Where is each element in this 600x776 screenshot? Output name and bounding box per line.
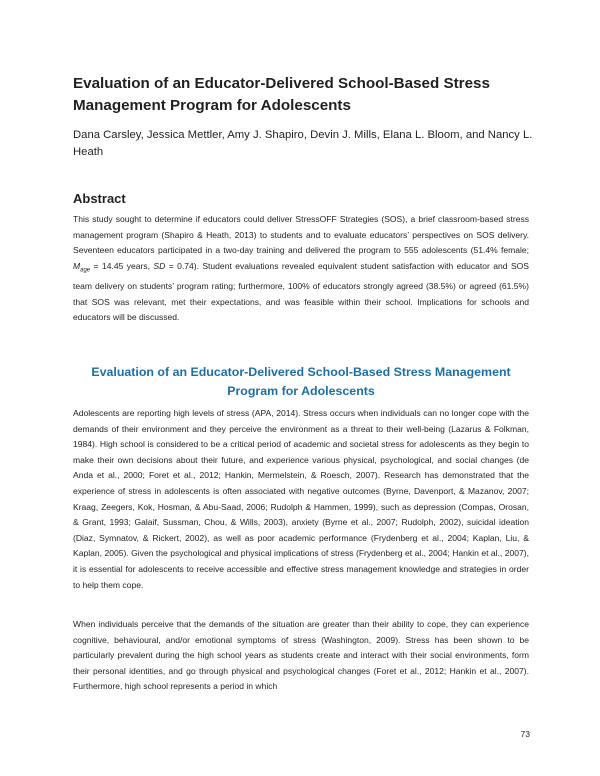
abstract-text-part-2: = 14.45 years, [90, 260, 154, 271]
paper-title: Evaluation of an Educator-Delivered School-Based Stress Management Program for Adolescents [73, 75, 490, 114]
author-list: Dana Carsley, Jessica Mettler, Amy J. Shapiro, Devin J. Mills, Elana L. Bloom, and Nancy L. Heath [73, 129, 533, 158]
sd-symbol: SD [153, 260, 166, 271]
abstract-text-part-1: This study sought to determine if educators could deliver StressOFF Strategies (SOS), a brief classroom-based stress management program (Shapiro & Heath, 2013) to students and to evaluate educators’ perspectives on SOS delivery. Seventeen educators participated in a two-day training and delivered the program to 555 adolescents (51.4% female; [73, 214, 529, 256]
body-paragraph-2: When individuals perceive that the demands of the situation are greater than their ability to cope, they can experience cognitive, behavioural, and/or emotional symptoms of stress (Washington, 2009). Stress has been shown to be particularly prevalent during the high school years as students create and interact with their social environments, form their personal identities, and go through physical and psychological changes (Foret et al., 2012; Hankin et al., 2007). Furthermore, high school represents a period in which [73, 619, 529, 692]
abstract-text [73, 212, 529, 326]
page-number: 73 [520, 729, 530, 739]
abstract-text-part-3: = 0.74). Student evaluations revealed equivalent student satisfaction with educator and SOS team delivery on students’ program rating; furthermore, 100% of educators strongly agreed (38.5%) or agreed (61.5%) that SOS was relevant, met their expectations, and was feasible within their school. Implications for schools and educators will be discussed. [73, 260, 530, 323]
mean-age-symbol: M [73, 260, 81, 271]
section-heading: Evaluation of an Educator-Delivered School-Based Stress Management Program for Adolescents [91, 365, 511, 398]
mean-age-subscript: age [80, 267, 91, 274]
abstract-heading: Abstract [73, 191, 126, 206]
body-paragraph-1: Adolescents are reporting high levels of stress (APA, 2014). Stress occurs when individuals can no longer cope with the demands of their environment and they perceive the environment as a threat to their well-being (Lazarus & Folkman, 1984). High school is considered to be a critical period of academic and societal stress for adolescents as they begin to make their own decisions about their future, and experience various physical, psychological, and social changes (de Anda et al., 2000; Foret et al., 2012; Hankin, Mermelstein, & Roesch, 2007). Research has demonstrated that the experience of stress in adolescents is often associated with negative outcomes (Byrne, Davenport, & Mazanov, 2007; Kraag, Zeegers, Kok, Hosman, & Abu-Saad, 2006; Rudolph & Hammen, 1999), such as depression (Compas, Orosan, & Grant, 1993; Galaif, Sussman, Chou, & Wills, 2003), anxiety (Byrne et al., 2007; Rudolph, 2002), suicidal ideation (Diaz, Symnatov, & Rickert, 2002), as well as poor academic performance (Frydenberg et al., 2004; Kaplan, Liu, & Kaplan, 2005). Given the psychological and physical implications of stress (Frydenberg et al., 2004; Hankin et al., 2007), it is essential for adolescents to receive accessible and effective stress management knowledge and strategies in order to help them cope. [73, 408, 529, 590]
